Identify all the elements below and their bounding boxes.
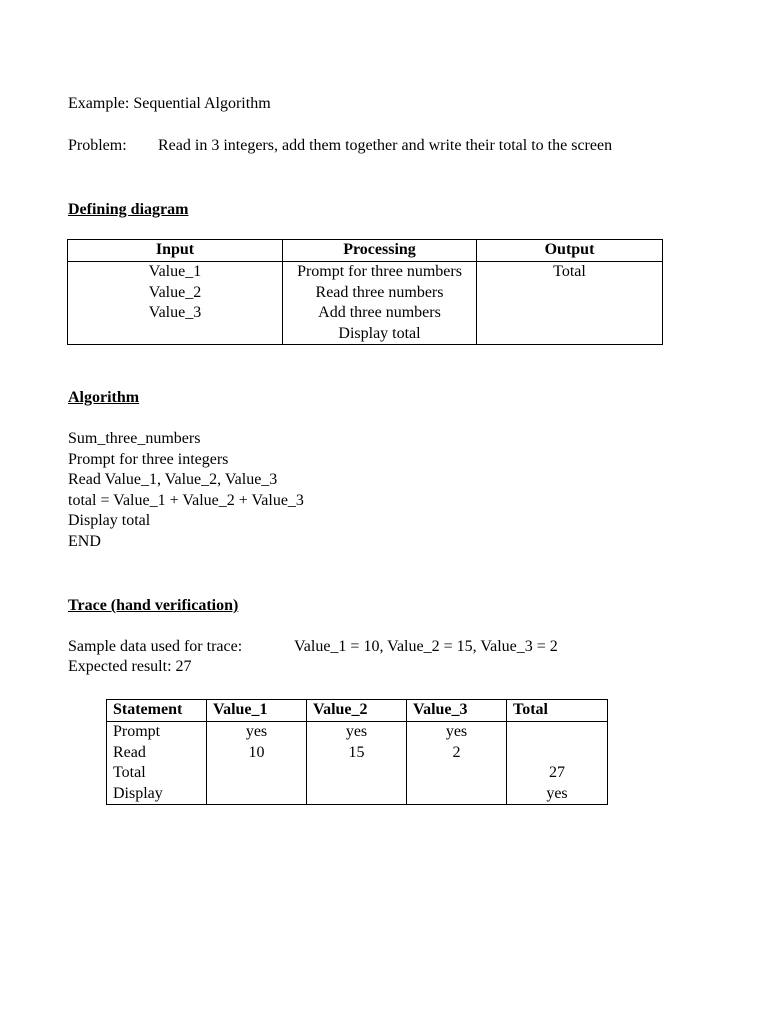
algorithm-line: total = Value_1 + Value_2 + Value_3 <box>68 491 304 509</box>
input-item: Value_1 <box>148 263 202 280</box>
trace-table <box>106 699 608 805</box>
trace-heading: Trace (hand verification) <box>68 597 239 614</box>
statement-item: Total <box>113 764 146 782</box>
processing-header: Processing <box>283 240 477 262</box>
trace-value: yes <box>345 723 368 740</box>
input-header: Input <box>68 240 283 262</box>
statement-cell <box>107 722 207 805</box>
algorithm-line: Read Value_1, Value_2, Value_3 <box>68 471 278 489</box>
algorithm-lines <box>68 429 304 553</box>
document-title: Example: Sequential Algorithm <box>68 95 271 112</box>
trace-value: 15 <box>348 743 365 761</box>
expected-result: Expected result: 27 <box>68 658 192 675</box>
processing-item: Display total <box>338 324 421 342</box>
input-item: Value_2 <box>148 283 202 301</box>
input-item: Value_3 <box>148 304 202 322</box>
processing-item: Prompt for three numbers <box>297 263 462 280</box>
trace-value: 27 <box>549 764 565 781</box>
algorithm-line: Sum_three_numbers <box>68 430 201 447</box>
statement-item: Read <box>113 743 146 761</box>
algorithm-line: Display total <box>68 512 151 530</box>
processing-item: Read three numbers <box>315 283 444 301</box>
defining-diagram-table <box>67 239 663 345</box>
total-cell <box>507 722 608 805</box>
value-2-header: Value_2 <box>307 700 407 722</box>
value-2-cell <box>307 722 407 805</box>
value-3-cell <box>407 722 507 805</box>
statement-item: Display <box>113 784 163 802</box>
output-cell <box>477 262 663 345</box>
processing-cell <box>283 262 477 345</box>
total-header: Total <box>507 700 608 722</box>
trace-value: yes <box>445 723 468 740</box>
output-header: Output <box>477 240 663 262</box>
trace-value: yes <box>546 784 568 802</box>
trace-value: yes <box>245 723 268 740</box>
algorithm-line: END <box>68 532 101 550</box>
value-1-header: Value_1 <box>207 700 307 722</box>
processing-item: Add three numbers <box>318 304 441 322</box>
statement-header: Statement <box>107 700 207 722</box>
trace-value: 10 <box>248 743 265 761</box>
sample-data-values: Value_1 = 10, Value_2 = 15, Value_3 = 2 <box>294 638 558 655</box>
trace-value: 2 <box>452 743 461 761</box>
problem-label: Problem: <box>68 137 127 154</box>
output-item: Total <box>553 263 586 280</box>
value-3-header: Value_3 <box>407 700 507 722</box>
statement-item: Prompt <box>113 723 161 740</box>
sample-data-label: Sample data used for trace: <box>68 638 243 655</box>
algorithm-heading: Algorithm <box>68 389 140 406</box>
input-cell <box>68 262 283 345</box>
value-1-cell <box>207 722 307 805</box>
problem-text: Read in 3 integers, add them together and write their total to the screen <box>158 137 613 154</box>
algorithm-line: Prompt for three integers <box>68 450 229 468</box>
defining-diagram-heading: Defining diagram <box>68 201 189 218</box>
